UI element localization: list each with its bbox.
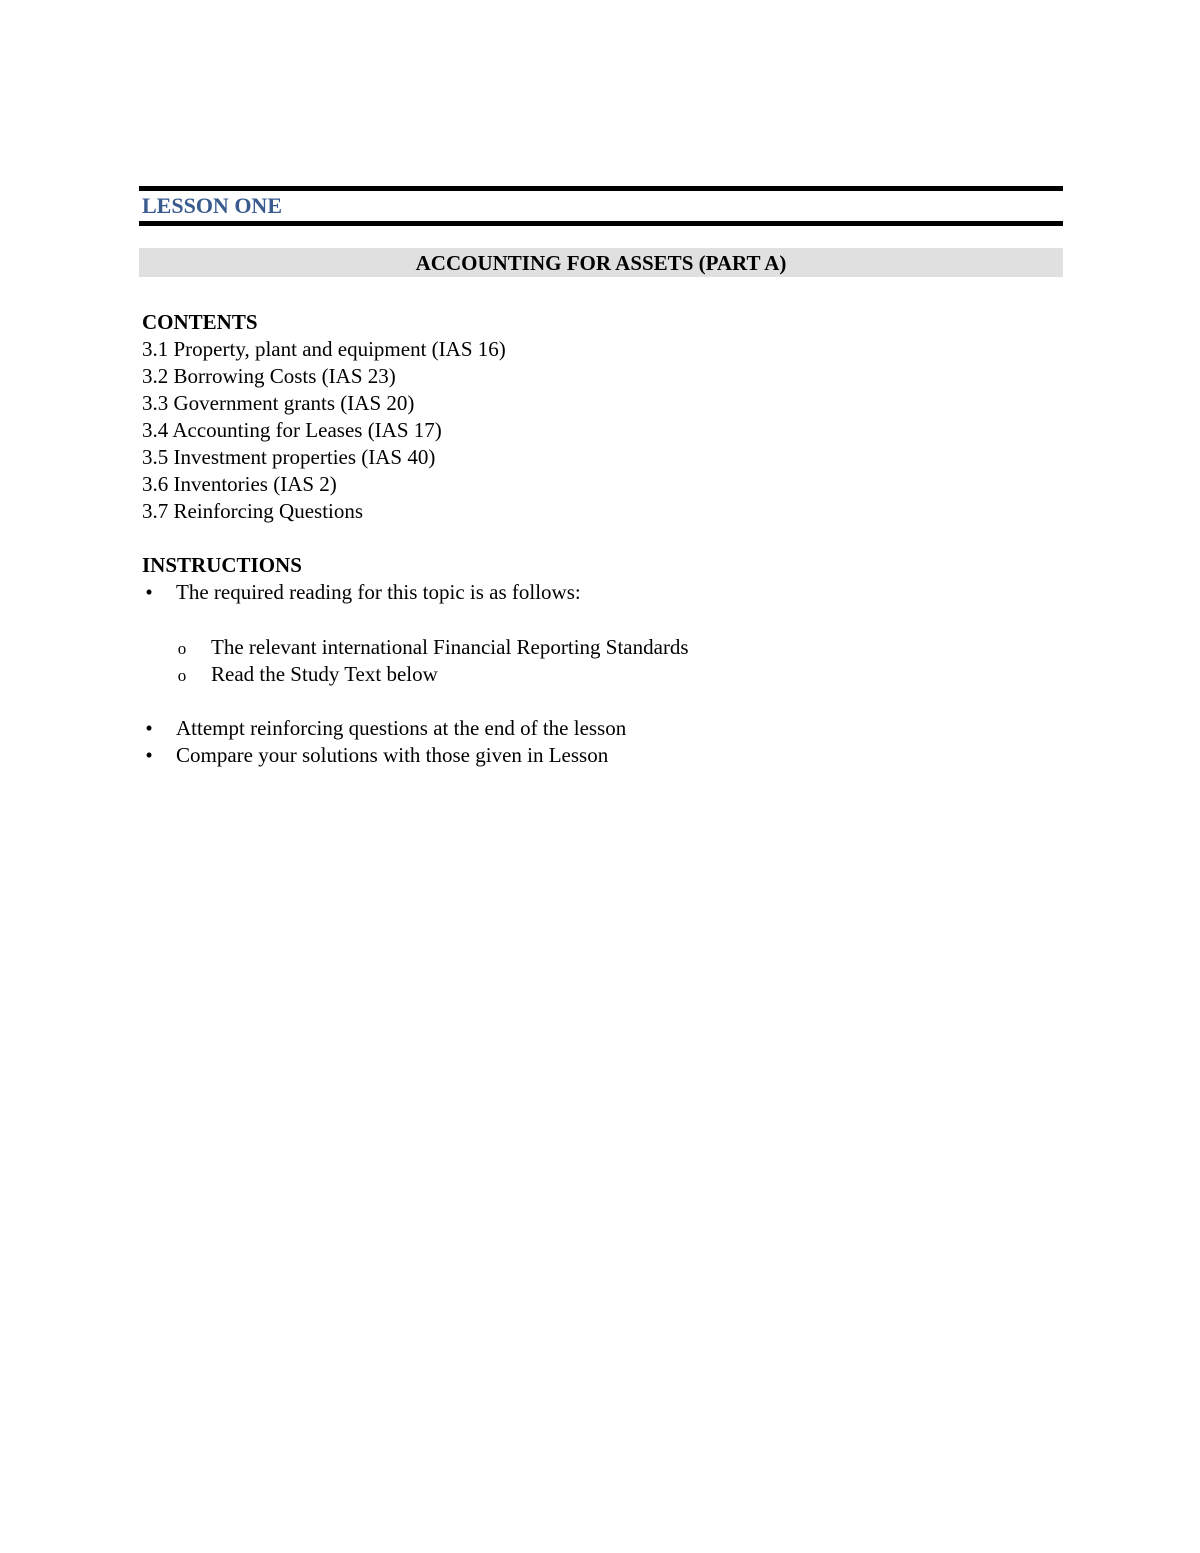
instruction-text: Attempt reinforcing questions at the end of the lesson [176, 716, 627, 740]
document-title: ACCOUNTING FOR ASSETS (PART A) [139, 248, 1063, 277]
bullet-icon: • [145, 580, 153, 604]
sub-bullet-icon: o [177, 666, 187, 685]
instruction-item [139, 742, 1063, 769]
sub-bullet-icon: o [177, 639, 187, 658]
instruction-item [139, 579, 1063, 715]
instruction-sub-item [139, 634, 1063, 661]
contents-item: 3.5 Investment properties (IAS 40) [142, 445, 436, 469]
instructions-list [139, 579, 1063, 769]
instruction-sub-item [139, 661, 1063, 688]
contents-item: 3.7 Reinforcing Questions [142, 499, 364, 523]
instruction-row [139, 742, 1063, 769]
contents-item: 3.2 Borrowing Costs (IAS 23) [142, 364, 396, 388]
bottom-rule [139, 221, 1063, 226]
contents-item: 3.1 Property, plant and equipment (IAS 16) [142, 337, 506, 361]
instruction-sub-text: Read the Study Text below [211, 662, 438, 686]
bullet-icon: • [145, 743, 153, 767]
instruction-text: Compare your solutions with those given in Lesson [176, 743, 609, 767]
instruction-item [139, 715, 1063, 742]
bullet-icon: • [145, 716, 153, 740]
instruction-row [139, 715, 1063, 742]
contents-heading: CONTENTS [142, 310, 258, 334]
contents-list [139, 336, 1063, 525]
instruction-text: The required reading for this topic is as follows: [176, 580, 581, 604]
instruction-row [139, 579, 1063, 606]
instructions-heading: INSTRUCTIONS [142, 553, 302, 577]
instruction-sub-text: The relevant international Financial Reporting Standards [211, 635, 689, 659]
document-page [139, 186, 1063, 769]
contents-item: 3.6 Inventories (IAS 2) [142, 472, 337, 496]
lesson-label: LESSON ONE [142, 193, 282, 218]
contents-item: 3.4 Accounting for Leases (IAS 17) [142, 418, 442, 442]
instruction-sub-list [139, 634, 1063, 688]
contents-item: 3.3 Government grants (IAS 20) [142, 391, 415, 415]
